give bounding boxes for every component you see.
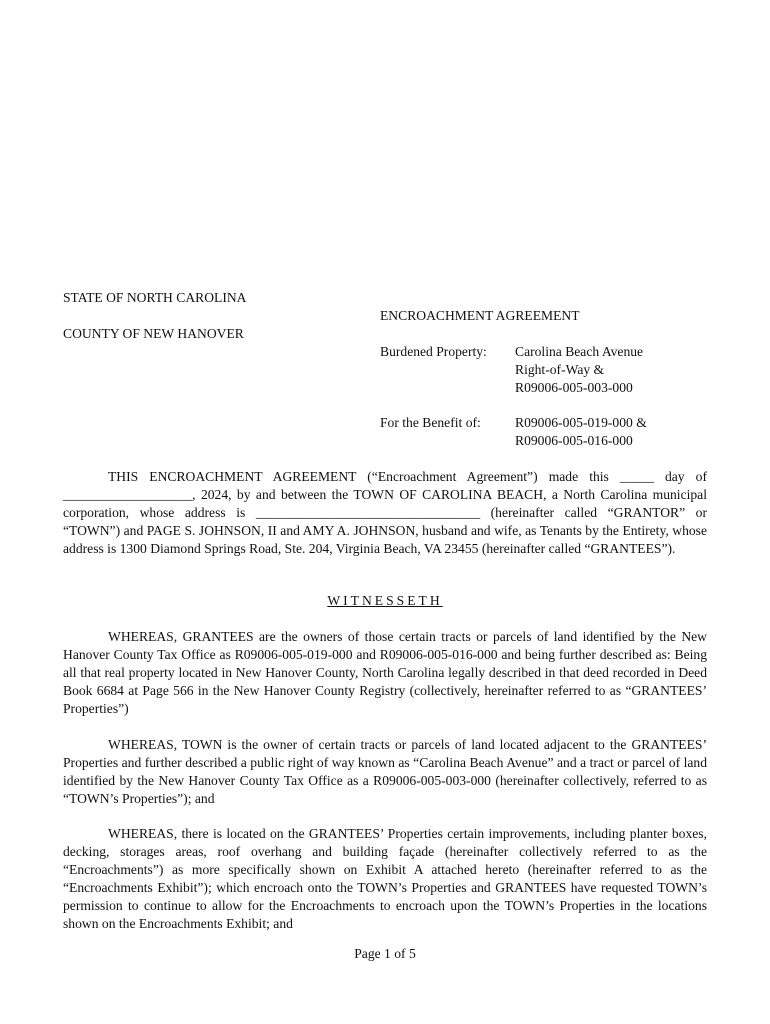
whereas-2-text: WHEREAS, TOWN is the owner of certain tracts or parcels of land located adjacent to the GRANTEES’ Properties and further described a public right of way known as “Carolina Beach Avenue” and a tract or parcel of land identified by the New Hanover County Tax Office as a R09006-005-003-000 (hereinafter collectively, referred to as “TOWN’s Properties”); and	[63, 737, 707, 806]
intro-text: THIS ENCROACHMENT AGREEMENT (“Encroachment Agreement”) made this _____ day of ___________________, 2024, by and between the TOWN OF CAROLINA BEACH, a North Carolina municipal corporation, whose address is _________________________________ (hereinafter called “GRANTOR” or “TOWN”) and PAGE S. JOHNSON, II and AMY A. JOHNSON, husband and wife, as Tenants by the Entirety, whose address is 1300 Diamond Springs Road, Ste. 204, Virginia Beach, VA 23455 (hereinafter called “GRANTEES”).	[63, 469, 707, 556]
page-number: Page 1 of 5	[354, 946, 416, 961]
intro-paragraph	[63, 468, 707, 558]
document-title: ENCROACHMENT AGREEMENT	[380, 308, 580, 323]
witnesseth-heading	[0, 593, 770, 609]
benefit-line-2: R09006-005-016-000	[515, 433, 633, 448]
whereas-1-text: WHEREAS, GRANTEES are the owners of those certain tracts or parcels of land identified by the New Hanover County Tax Office as R09006-005-019-000 and R09006-005-016-000 and being further described as: Being all that real property located in New Hanover County, North Carolina legally described in that deed recorded in Deed Book 6684 at Page 566 in the New Hanover County Registry (collectively, hereinafter referred to as “GRANTEES’ Properties”)	[63, 629, 707, 716]
whereas-paragraph-3	[63, 825, 707, 933]
county-caption: COUNTY OF NEW HANOVER	[63, 326, 244, 341]
witnesseth-text: WITNESSETH	[327, 593, 443, 608]
state-caption: STATE OF NORTH CAROLINA	[63, 290, 247, 305]
burdened-property-label: Burdened Property:	[380, 344, 487, 359]
whereas-paragraph-1	[63, 628, 707, 718]
whereas-3-text: WHEREAS, there is located on the GRANTEES’ Properties certain improvements, including planter boxes, decking, storages areas, roof overhang and building façade (hereinafter collectively referred to as the “Encroachments”) as more specifically shown on Exhibit A attached hereto (hereinafter referred to as the “Encroachments Exhibit”); which encroach onto the TOWN’s Properties and GRANTEES have requested TOWN’s permission to continue to allow for the Encroachments to encroach upon the TOWN’s Properties in the locations shown on the Encroachments Exhibit; and	[63, 826, 707, 931]
burdened-property-line-3: R09006-005-003-000	[515, 380, 633, 395]
benefit-label: For the Benefit of:	[380, 415, 481, 430]
benefit-line-1: R09006-005-019-000 &	[515, 415, 647, 430]
burdened-property-line-1: Carolina Beach Avenue	[515, 344, 644, 359]
whereas-paragraph-2	[63, 736, 707, 808]
burdened-property-line-2: Right-of-Way &	[515, 362, 605, 377]
